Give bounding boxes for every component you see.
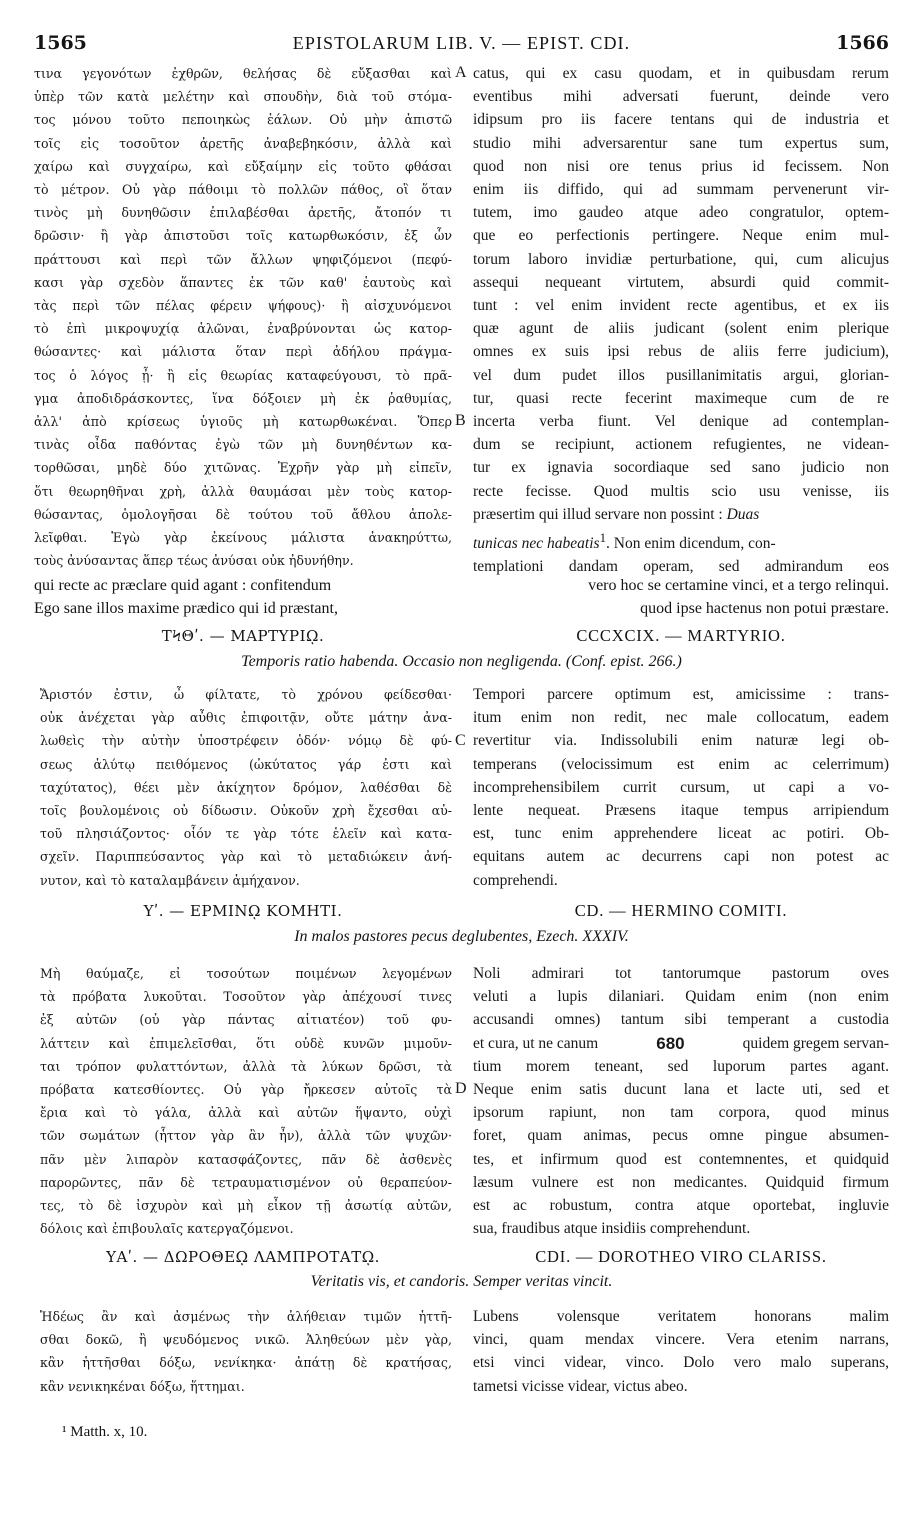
latin-line: assequi nequeant virtutem, absurdi quid commit-	[473, 273, 889, 291]
latin-line: studio mihi adversarentur sane tum expertus sum,	[473, 134, 889, 152]
full-width-latin	[34, 574, 889, 620]
greek-line: Μὴ θαύμαζε, εἰ τοσούτων ποιμένων λεγομένων	[40, 966, 452, 981]
latin-italic: tunicas nec habeatis	[473, 535, 600, 553]
continuation-latin-column	[473, 62, 889, 579]
greek-line: λάττειν καὶ ἐπιμελεῖσθαι, ὅτι οὐδὲ κυνῶν μιμοῦν-	[40, 1035, 452, 1051]
continuation-greek-column	[34, 62, 452, 572]
latin-line: que eo perfectionis pertingere. Neque enim mul-	[473, 227, 889, 245]
greek-line: παρορῶντες, πᾶν δὲ τετραυματισμένον οὐ θεραπεύον-	[40, 1174, 452, 1190]
latin-line: omnes ex suis ipsi rebus de aliis ferre judicium),	[473, 343, 889, 361]
latin-line: veluti a lupis dilaniari. Quidam enim (non enim	[473, 988, 889, 1006]
latin-line: eventibus mihi adversati fuerunt, deinde vero	[473, 88, 889, 106]
greek-line: χαίρω καὶ συγχαίρω, καὶ εὔξαίμην εἰς τοῦτο φθάσαι	[34, 158, 452, 174]
latin-line: incomprehensibilem currit cursum, ut capi a vo-	[473, 778, 889, 796]
latin-line: recte fecisse. Quod multis scio usu venisse, iis	[473, 482, 889, 500]
greek-line: λωθεὶς τὴν αὐτὴν ὑποστρέφειν ὁδόν· νόμῳ δὲ φύ-	[40, 733, 452, 749]
latin-line: tium morem teneant, sed luporum partes agant.	[473, 1057, 889, 1075]
greek-line: τος μόνου τοῦτο πεποιηκὼς ἑάλων. Οὐ μὴν ἀπιστῶ	[34, 112, 452, 128]
latin-line: est ac robustum, contra atque oportebat, ingluvie	[473, 1197, 889, 1215]
latin-line: tametsi vicisse videar, victus abeo.	[473, 1377, 688, 1395]
latin-line: tur ex ignavia socordiaque sed sano judicio non	[473, 459, 889, 477]
latin-text: . Non enim dicendum, con-	[606, 535, 776, 553]
greek-line: δρῶσιν· ἢ γὰρ ἀπιστοῦσι τοῖς κατωρθωκόσιν, ἐξ ὧν	[34, 228, 452, 244]
latin-line: tes, et infirmum quod est contemnentes, et quidquid	[473, 1150, 889, 1168]
greek-line: θώσαντας, ὁμολογῆσαι δὲ τούτου τοῦ ἄθλου ἀπολε-	[34, 506, 452, 522]
latin-text: præsertim qui illud servare non possint :	[473, 505, 727, 523]
greek-line: κἂν ἡττῆσθαι δόξω, νενίκηκα· ἀπάτῃ δὲ κρατήσας,	[40, 1355, 452, 1371]
latin-line	[473, 503, 889, 526]
letter-401-latin-title: CDI. — DOROTHEO VIRO CLARISS.	[535, 1247, 827, 1266]
latin-line: tutem, imo gaudeo atque adeo congratulor, optem-	[473, 204, 889, 222]
footnote: ¹ Matth. x, 10.	[62, 1424, 148, 1440]
greek-line: κἂν νενικηκέναι δόξω, ἥττημαι.	[40, 1378, 245, 1394]
greek-line: Ἡδέως ἂν καὶ ἀσμένως τὴν ἀλήθειαν τιμῶν ἡττῆ-	[40, 1309, 452, 1324]
letter-400-summary: In malos pastores pecus deglubentes, Ezech. XXXIV.	[294, 928, 629, 945]
greek-line: κασι γὰρ σχεδὸν ἅπαντες ἐκ τῶν καθ' ἑαυτοὺς καὶ	[34, 274, 452, 290]
greek-line: τῶν σωμάτων (ἧττον γὰρ ἂν ἦν), ἀλλὰ τῶν ψυχῶν·	[40, 1128, 452, 1144]
full-line-left: qui recte ac præclare quid agant : confitendum	[34, 577, 332, 594]
margin-letter-a: A	[455, 64, 467, 81]
greek-line: ὅτι θεωρηθῆναι χρὴ, ἀλλὰ θαυμάσαι μὲν τοὺς κατορ-	[34, 483, 452, 499]
latin-line: Neque enim satis ducunt lana et lacte uti, sed et	[473, 1081, 889, 1099]
latin-line: vel dum pudet illos pusillanimitatis argui, glorian-	[473, 366, 889, 384]
greek-line: τορθῶσαι, μηδὲ δύο χιτῶνας. Ἐχρῆν γὰρ μὴ εἰπεῖν,	[34, 460, 452, 476]
greek-line: σχεῖν. Παριππεύσαντος γὰρ καὶ τὸ μεταδιώκειν ἀνή-	[40, 849, 452, 865]
page-number-right: 1566	[836, 32, 889, 54]
margin-letter-c: C	[455, 732, 466, 749]
latin-line: foret, quam animas, pecus omne pingue absumen-	[473, 1127, 889, 1145]
footnote-reference: 1	[599, 530, 607, 546]
greek-line: τὰς περὶ τῶν πέλας φέρειν ψήφους)· ἢ αἰσχυνόμενοι	[34, 298, 452, 314]
latin-text: quidem gregem servan-	[742, 1034, 889, 1052]
latin-line: equitans autem ac decurrens capi non potest ac	[473, 848, 889, 866]
greek-line: σθαι δοκῶ, ἢ ψευδόμενος νικῶ. Ἀληθεύων μὲν γὰρ,	[40, 1332, 452, 1348]
running-header	[34, 32, 889, 56]
letter-399-summary: Temporis ratio habenda. Occasio non negligenda. (Conf. epist. 266.)	[241, 653, 682, 670]
latin-line: est, tunc enim apprehendere liceat ac potiri. Ob-	[473, 825, 889, 843]
letter-399-greek	[40, 683, 452, 892]
letter-401-greek	[40, 1305, 452, 1398]
latin-line: catus, qui ex casu quodam, et in quibusdam rerum	[473, 65, 889, 82]
latin-line: etsi vinci videar, vinco. Dolo vero malo superans,	[473, 1354, 889, 1372]
latin-line: quæ agunt de aliis judicant (solent enim plerique	[473, 320, 889, 338]
letter-400-greek	[40, 962, 452, 1240]
greek-line: ταχύτατος), θέει μὲν ἀκίχητον δρόμον, λαθέσθαι δὲ	[40, 779, 452, 795]
greek-line: πρόβατα κατεσθίοντες. Οὐ γὰρ ἤρκεσεν αὐτοῖς τὰ	[40, 1082, 452, 1098]
greek-line: οὐκ ἀνέχεται γὰρ αὖθις ἐπιφοιτᾷν, οὔτε μάτην ἀνα-	[40, 710, 452, 726]
running-title: EPISTOLARUM LIB. V. — EPIST. CDI.	[292, 33, 631, 53]
greek-line: ἀλλ' ἀπὸ κρίσεως ὑγιοῦς μὴ κατωρθωκέναι. Ὅπερ	[34, 414, 452, 430]
latin-line: Tempori parcere optimum est, amicissime : trans-	[473, 686, 889, 703]
greek-line: τοῖς βουλομένοις οὐ δίδωσιν. Οὐκοῦν χρὴ ἔχεσθαι αὐ-	[40, 803, 452, 819]
greek-line: τινὸς μὴ δυνηθῶσιν ἐπιλαβέσθαι ἀρετῆς, ἄτοπόν τι	[34, 205, 452, 221]
latin-line: lente nequeat. Præsens itaque tempus arripiendum	[473, 802, 889, 820]
latin-line: enim iis diffido, qui ad summam pervenerunt vir-	[473, 181, 889, 199]
latin-line: templationi dandam operam, sed admirandum eos	[473, 558, 889, 576]
greek-line: θώσαντες· καὶ μάλιστα ὅταν περὶ ἀδήλου πράγμα-	[34, 344, 452, 360]
greek-line: τοῦ πλησιάζοντος· οἷόν τε γὰρ τότε ἑλεῖν καὶ κατα-	[40, 826, 452, 842]
greek-line: τὰ πρόβατα λυκοῦται. Τοσοῦτον γὰρ ἀπέχουσί τινες	[40, 989, 452, 1005]
letter-399-latin-title: CCCXCIX. — MARTYRIO.	[576, 626, 786, 645]
latin-line: læsum vulnere est non medicantes. Quidquid firmum	[473, 1173, 889, 1191]
latin-line: tur, quasi recte fecerint maximeque cum de re	[473, 389, 889, 407]
greek-line: τοῖς εἰς τοσοῦτον ἀρετῆς ἀναβεβηκόσιν, ἀλλὰ καὶ	[34, 135, 452, 151]
greek-line: γμα ἀποδιδράσκοντες, ἵνα δόξοιεν μὴ ἐκ ῥαθυμίας,	[34, 390, 452, 406]
full-width-line	[34, 574, 889, 597]
margin-letter-b: B	[455, 412, 466, 429]
greek-line: πράττουσι καὶ περὶ τῶν ἄλλων ψηφιζόμενοι (πεφύ-	[34, 251, 452, 267]
latin-line: incerta verba fiunt. Vel denique ad contemplan-	[473, 413, 889, 431]
greek-line: ται τρόπον φυλαττόντων, ἀλλὰ τὰ λύκων δρῶσι, τὰ	[40, 1058, 452, 1074]
latin-line: torum laboro invidiæ perturbatione, qui, cum alicujus	[473, 250, 889, 268]
latin-line: Lubens volensque veritatem honorans malim	[473, 1308, 889, 1325]
letter-401-latin	[473, 1305, 889, 1398]
latin-line: Noli admirari tot tantorumque pastorum oves	[473, 965, 889, 982]
greek-line: τοὺς ἀνύσαντας ἅπερ τέως ἀνύσαι οὐκ ἠδυνήθην.	[34, 553, 354, 569]
greek-line: τινα γεγονότων ἐχθρῶν, θελήσας δὲ εὔξασθαι καὶ	[34, 66, 452, 81]
greek-line: τος ὁ λόγος ᾖ· ἢ εἰς θεωρίας καταφεύγουσι, τὸ πρᾶ-	[34, 367, 452, 383]
letter-400-latin-title: CD. — HERMINO COMITI.	[574, 901, 788, 920]
latin-line: tunt : vel enim invident recte agentibus, et ex iis	[473, 297, 889, 315]
margin-letter-d: D	[455, 1080, 467, 1097]
latin-line: quod non nisi ore tenus prius id fecissem. Non	[473, 157, 889, 175]
greek-line: τὸ ἐπὶ μικροψυχίᾳ ἁλῶναι, ἐναβρύνονται ὡς κατορ-	[34, 321, 452, 337]
greek-line: τες, τὸ δὲ ἰσχυρὸν καὶ μὴ εἶκον τῇ ἀσωτίᾳ αὐτῶν,	[40, 1198, 452, 1214]
full-line-left: Ego sane illos maxime prædico qui id præstant,	[34, 600, 338, 617]
latin-line	[473, 1032, 889, 1055]
latin-line: revertitur via. Indissolubili enim naturæ legi ob-	[473, 732, 889, 750]
letter-400-latin	[473, 962, 889, 1240]
greek-line: πᾶν μὲν λιπαρὸν κατασφάζοντες, πᾶν δὲ ἀσθενὲς	[40, 1151, 452, 1167]
greek-line: δόλοις καὶ ἐπιβουλαῖς κατεργαζόμενοι.	[40, 1221, 294, 1237]
letter-399-latin	[473, 683, 889, 892]
inline-page-number: 680	[656, 1033, 685, 1053]
latin-line: itum enim non redit, nec male collocatum, eadem	[473, 709, 889, 727]
greek-line: ἔρια καὶ τὸ γάλα, ἀλλὰ καὶ αὐτῶν ἥψαντο, οὐχὶ	[40, 1105, 452, 1121]
latin-line: temperans (velocissimum est enim ac celerrimum)	[473, 755, 889, 773]
latin-line: ipsorum rapiunt, non tam corpora, quod minus	[473, 1104, 889, 1122]
latin-italic: Duas	[726, 505, 760, 523]
latin-text: et cura, ut ne canum	[473, 1034, 599, 1052]
latin-line: dum se recipiunt, actionem refugientes, ne videan-	[473, 436, 889, 454]
latin-line: vinci, quam mendax vincere. Vera etenim narrans,	[473, 1331, 889, 1349]
letter-399-greek-title: ΤϞΘʹ. — ΜΑΡΤΥΡΙῼ.	[161, 627, 325, 645]
greek-line: νυτον, καὶ τὸ καταλαμβάνειν ἀμήχανον.	[40, 872, 300, 888]
greek-line: ὑπὲρ τῶν κατὰ μελέτην καὶ σπουδὴν, διὰ τοῦ στόμα-	[34, 89, 452, 105]
letter-401-summary: Veritatis vis, et candoris. Semper veritas vincit.	[310, 1273, 613, 1290]
greek-line: ἐξ αὐτῶν (οὐ γὰρ πάντας αἰτιατέον) τοῦ φυ-	[40, 1012, 452, 1028]
full-line-right: vero hoc se certamine vinci, et a tergo relinqui.	[588, 577, 889, 594]
greek-line: Ἄριστόν ἐστιν, ὦ φίλτατε, τὸ χρόνου φείδεσθαι·	[40, 687, 452, 702]
page-number-left: 1565	[34, 32, 87, 54]
full-line-right: quod ipse hactenus non potui præstare.	[640, 600, 889, 617]
greek-line: σεως ἀλύτῳ πειθόμενος (ὠκύτατος γάρ ἐστι καὶ	[40, 756, 452, 772]
greek-line: τινὰς οἶδα παθόντας ἐγὼ τῶν μὴ δυνηθέντων κα-	[34, 437, 452, 453]
latin-line	[473, 526, 889, 555]
latin-line: comprehendi.	[473, 871, 558, 889]
full-width-line	[34, 597, 889, 620]
greek-line: τὸ μέτρον. Οὐ γὰρ πάθοιμι τὸ πολλῶν πάθος, οἳ ὅταν	[34, 182, 452, 198]
letter-401-greek-title: ΥΑʹ. — ΔΩΡΟΘΕῼ ΛΑΜΠΡΟΤΑΤῼ.	[106, 1248, 380, 1266]
latin-line: accusandi omnes) tantum sibi temperant a custodia	[473, 1011, 889, 1029]
greek-line: λεῖφθαι. Ἐγὼ γὰρ ἐκείνους μάλιστα ἀνακηρύττω,	[34, 530, 452, 546]
latin-line: sua, fraudibus atque insidiis comprehendunt.	[473, 1220, 751, 1238]
letter-400-greek-title: Υʹ. — ΕΡΜΙΝῼ ΚΟΜΗΤΙ.	[143, 902, 343, 920]
latin-line: idipsum pro iis facere tentans qui de industria et	[473, 111, 889, 129]
